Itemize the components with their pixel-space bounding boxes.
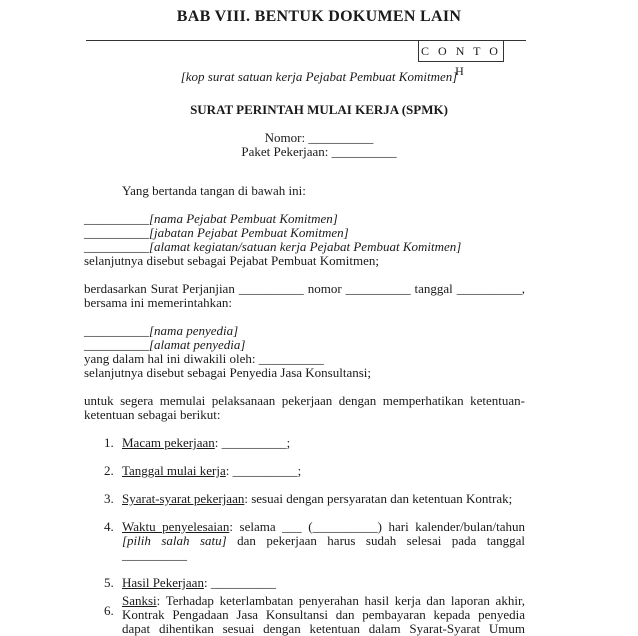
blank-field: __________ [84, 239, 149, 254]
item-6-line1 [122, 594, 525, 608]
item-4-line3: __________ [122, 547, 187, 562]
kop-surat-placeholder: [kop surat satuan kerja Pejabat Pembuat Komitmen] [180, 69, 458, 84]
untuk-line1: untuk segera memulai pelaksanaan pekerjaan dengan memperhatikan ketentuan- [84, 393, 525, 408]
item-2-label: Tanggal mulai kerja [122, 463, 226, 478]
item-4-value: : selama ___ (__________) hari kalender/bulan/tahun [229, 519, 526, 534]
item-6-line3: dapat dihentikan sesuai dengan ketentuan dalam Syarat-Syarat Umum [122, 621, 525, 636]
ppk-jabatan-line [84, 226, 349, 240]
intro-text: Yang bertanda tangan di bawah ini: [122, 183, 306, 198]
item-3-value: : sesuai dengan persyaratan dan ketentuan Kontrak; [244, 491, 513, 506]
item-6-label: Sanksi [122, 593, 157, 608]
item-3 [122, 492, 512, 506]
item-5-value: : __________ [203, 575, 276, 590]
item-5 [122, 576, 276, 590]
item-6-line2: Kontrak Pengadaan Jasa Konsultansi dan pembayaran kepada penyedia [122, 607, 525, 622]
item-1 [122, 436, 290, 450]
item-6-value: : Terhadap keterlambatan penyerahan hasil kerja dan laporan akhir, [156, 593, 525, 608]
item-1-number: 1. [104, 435, 114, 450]
item-4-label: Waktu penyelesaian [122, 519, 230, 534]
chapter-title: BAB VIII. BENTUK DOKUMEN LAIN [176, 8, 462, 25]
paket-pekerjaan-line: Paket Pekerjaan: __________ [241, 144, 397, 159]
item-4-pilih: [pilih salah satu] [122, 533, 227, 548]
penyedia-alamat: [alamat penyedia] [149, 337, 246, 352]
item-4-line2-rest: dan pekerjaan harus sudah selesai pada tanggal [226, 533, 526, 548]
penyedia-diwakili: yang dalam hal ini diwakili oleh: __________ [84, 351, 324, 366]
penyedia-nama-line [84, 324, 238, 338]
item-2-value: : __________; [225, 463, 302, 478]
item-4-line1 [122, 520, 525, 534]
item-3-number: 3. [104, 491, 114, 506]
ppk-alamat-line [84, 240, 461, 254]
item-4-line2 [122, 534, 525, 548]
ppk-alamat: [alamat kegiatan/satuan kerja Pejabat Pembuat Komitmen] [149, 239, 462, 254]
item-6-number: 6. [104, 603, 114, 618]
penyedia-nama: [nama penyedia] [149, 323, 239, 338]
item-5-label: Hasil Pekerjaan [122, 575, 204, 590]
item-3-label: Syarat-syarat pekerjaan [122, 491, 245, 506]
blank-field: __________ [84, 225, 149, 240]
ppk-selanjutnya: selanjutnya disebut sebagai Pejabat Pembuat Komitmen; [84, 253, 379, 268]
ppk-jabatan: [jabatan Pejabat Pembuat Komitmen] [149, 225, 349, 240]
contoh-badge: C O N T O H [418, 40, 504, 62]
document-title: SURAT PERINTAH MULAI KERJA (SPMK) [190, 102, 448, 117]
item-1-value: : __________; [214, 435, 291, 450]
penyedia-selanjutnya: selanjutnya disebut sebagai Penyedia Jasa Konsultansi; [84, 365, 372, 380]
untuk-line2: ketentuan sebagai berikut: [84, 407, 221, 422]
ppk-nama: [nama Pejabat Pembuat Komitmen] [149, 211, 338, 226]
ppk-nama-line [84, 212, 338, 226]
blank-field: __________ [84, 337, 149, 352]
berdasarkan-line2: bersama ini memerintahkan: [84, 295, 233, 310]
item-5-number: 5. [104, 575, 114, 590]
berdasarkan-line1: berdasarkan Surat Perjanjian __________ nomor __________ tanggal __________, [84, 281, 525, 296]
blank-field: __________ [84, 323, 149, 338]
item-2 [122, 464, 301, 478]
blank-field: __________ [84, 211, 149, 226]
nomor-line: Nomor: __________ [264, 130, 374, 145]
item-2-number: 2. [104, 463, 114, 478]
penyedia-alamat-line [84, 338, 245, 352]
item-4-number: 4. [104, 519, 114, 534]
item-1-label: Macam pekerjaan [122, 435, 215, 450]
